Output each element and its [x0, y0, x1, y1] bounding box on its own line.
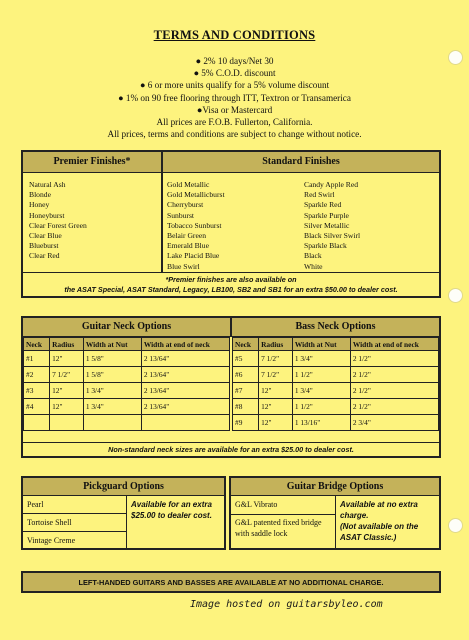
bass-neck-header: Bass Neck Options	[232, 318, 439, 337]
list-item: Natural Ash	[29, 180, 66, 189]
table-row	[233, 367, 439, 383]
pickguard-note: Available for an extra $25.00 to dealer cost.	[131, 500, 212, 520]
list-item: Sparkle Red	[304, 200, 342, 210]
list-item: Blonde	[29, 190, 51, 200]
table-cell: #2	[24, 367, 50, 383]
table-cell: 7 1/2"	[50, 367, 84, 383]
list-item: Lake Placid Blue	[167, 251, 220, 261]
page-title: TERMS AND CONDITIONS	[153, 28, 316, 42]
list-item: Blueburst	[29, 241, 59, 251]
table-cell: 2 1/2"	[350, 399, 438, 415]
list-item: Clear Red	[29, 251, 60, 261]
table-row	[233, 383, 439, 399]
table-cell: #7	[233, 383, 259, 399]
left-handed-banner: LEFT-HANDED GUITARS AND BASSES ARE AVAILABLE AT NO ADDITIONAL CHARGE.	[21, 571, 441, 593]
list-item: Vintage Creme	[27, 536, 76, 545]
list-item: Silver Metallic	[304, 220, 350, 230]
list-item: Honeyburst	[29, 210, 65, 220]
list-item: Tobacco Sunburst	[167, 220, 222, 230]
table-row	[233, 415, 439, 431]
table-row	[24, 383, 230, 399]
table-row	[233, 399, 439, 415]
guitar-neck-header: Guitar Neck Options	[23, 318, 232, 337]
list-item: Pearl	[23, 496, 126, 514]
table-cell: 2 1/2"	[350, 351, 438, 367]
term-line: All prices are F.O.B. Fullerton, California.	[156, 117, 313, 128]
table-cell: 7 1/2"	[259, 367, 293, 383]
bridge-list	[231, 496, 336, 548]
bridge-box	[229, 476, 441, 550]
bridge-note: Available at no extra charge.	[340, 500, 418, 520]
list-item: Gold Metallic	[167, 180, 210, 189]
list-item: Belair Green	[167, 231, 207, 241]
table-cell: #5	[233, 351, 259, 367]
premier-finishes-header: Premier Finishes*	[23, 152, 163, 173]
list-item: Candy Apple Red	[304, 180, 358, 189]
table-cell: #1	[24, 351, 50, 367]
list-item: Honey	[29, 200, 50, 210]
list-item: White	[304, 261, 323, 271]
list-item: Sunburst	[167, 210, 195, 220]
premier-finishes-list	[29, 180, 87, 262]
table-cell: 7 1/2"	[259, 351, 293, 367]
list-item: Cherryburst	[167, 200, 204, 210]
term-line: ● 2% 10 days/Net 30	[195, 56, 274, 66]
table-cell: 12"	[50, 399, 84, 415]
list-item: Blue Swirl	[167, 261, 200, 271]
pickguard-list	[23, 496, 127, 548]
table-cell: 2 1/2"	[350, 367, 438, 383]
column-header: Width at end of neck	[141, 338, 229, 351]
list-item: Sparkle Purple	[304, 210, 349, 220]
term-line: ●Visa or Mastercard	[196, 104, 273, 115]
bridge-header: Guitar Bridge Options	[231, 478, 439, 496]
column-header: Neck	[233, 338, 259, 351]
table-row	[24, 367, 230, 383]
table-row	[24, 415, 230, 431]
list-item: Sparkle Black	[304, 241, 347, 251]
image-credit: Image hosted on guitarsbyleo.com	[190, 599, 383, 610]
column-header: Radius	[259, 338, 293, 351]
table-cell: 2 13/64"	[141, 367, 229, 383]
finishes-box	[21, 150, 441, 298]
table-cell: 1 1/2"	[292, 399, 350, 415]
column-header: Width at Nut	[83, 338, 141, 351]
punch-hole	[448, 288, 463, 303]
table-cell: #8	[233, 399, 259, 415]
list-item: Black Silver Swirl	[304, 231, 361, 241]
column-header: Width at end of neck	[350, 338, 438, 351]
table-cell: 2 3/4"	[350, 415, 438, 431]
bass-neck-table	[232, 337, 439, 431]
term-line: ● 6 or more units qualify for a 5% volume discount	[139, 80, 330, 91]
list-item: Emerald Blue	[167, 241, 209, 251]
table-cell: 2 13/64"	[141, 351, 229, 367]
table-cell: 1 3/4"	[83, 383, 141, 399]
bridge-note: (Not available on the ASAT Classic.)	[340, 522, 419, 542]
guitar-neck-table	[23, 337, 230, 431]
table-cell: #3	[24, 383, 50, 399]
column-header: Radius	[50, 338, 84, 351]
pickguard-box	[21, 476, 226, 550]
table-cell: #4	[24, 399, 50, 415]
standard-finishes-list-2	[304, 180, 360, 272]
table-row	[24, 351, 230, 367]
table-cell: 2 13/64"	[141, 399, 229, 415]
table-cell: 1 3/4"	[83, 399, 141, 415]
table-cell: 1 13/16"	[292, 415, 350, 431]
table-header-row	[24, 338, 230, 351]
list-item: G&L Vibrato	[231, 496, 335, 515]
table-cell: 12"	[259, 415, 293, 431]
table-cell: 12"	[259, 399, 293, 415]
note-line: the ASAT Special, ASAT Standard, Legacy, LB100, SB2 and SB1 for an extra $50.00 to dealer cost.	[64, 285, 398, 294]
note-line: *Premier finishes are also available on	[165, 275, 297, 284]
list-item: Clear Blue	[29, 231, 62, 241]
standard-finishes-list-1	[167, 180, 225, 272]
standard-finishes-header: Standard Finishes	[163, 152, 439, 173]
column-header: Width at Nut	[292, 338, 350, 351]
table-cell: 2 13/64"	[141, 383, 229, 399]
list-item: Black	[304, 251, 322, 261]
terms-list	[0, 55, 469, 140]
pickguard-header: Pickguard Options	[23, 478, 224, 496]
table-cell: 1 3/4"	[292, 351, 350, 367]
table-cell: 12"	[50, 351, 84, 367]
neck-note: Non-standard neck sizes are available for an extra $25.00 to dealer cost.	[23, 442, 439, 455]
table-header-row	[233, 338, 439, 351]
table-cell	[24, 415, 50, 431]
finishes-note	[23, 272, 439, 295]
term-line: ● 1% on 90 free flooring through ITT, Textron or Transamerica	[118, 92, 351, 103]
table-cell	[141, 415, 229, 431]
term-line: ● 5% C.O.D. discount	[193, 68, 276, 79]
neck-options-box	[21, 316, 441, 458]
list-item: Red Swirl	[304, 190, 335, 200]
table-cell: 1 3/4"	[292, 383, 350, 399]
table-row	[24, 399, 230, 415]
table-cell: #9	[233, 415, 259, 431]
table-cell: #6	[233, 367, 259, 383]
table-cell: 12"	[50, 383, 84, 399]
punch-hole	[448, 518, 463, 533]
list-item: Tortoise Shell	[23, 514, 126, 532]
table-cell	[83, 415, 141, 431]
column-divider	[161, 172, 163, 272]
list-item: Gold Metallicburst	[167, 190, 225, 200]
term-line: All prices, terms and conditions are subject to change without notice.	[107, 129, 362, 140]
table-cell: 1 5/8"	[83, 351, 141, 367]
list-item: Clear Forest Green	[29, 220, 87, 230]
table-cell: 1 5/8"	[83, 367, 141, 383]
list-item: G&L patented fixed bridge with saddle lock	[235, 518, 322, 538]
column-header: Neck	[24, 338, 50, 351]
table-cell: 1 1/2"	[292, 367, 350, 383]
table-cell: 2 1/2"	[350, 383, 438, 399]
table-cell: 12"	[259, 383, 293, 399]
table-cell	[50, 415, 84, 431]
table-row	[233, 351, 439, 367]
